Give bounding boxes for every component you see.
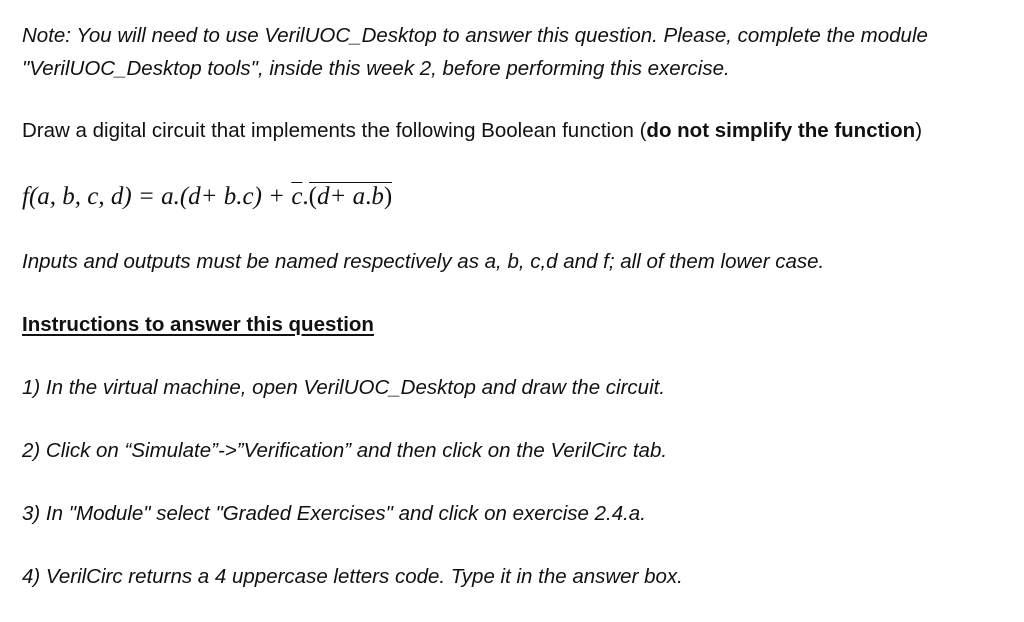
instruction-step-4: 4) VerilCirc returns a 4 uppercase letters code. Type it in the answer box.: [22, 565, 683, 588]
note-line-2: "VerilUOC_Desktop tools", inside this week 2, before performing this exercise.: [22, 57, 730, 80]
formula-inner-d: d+: [317, 183, 353, 210]
note-line-1: Note: You will need to use VerilUOC_Desktop to answer this question. Please, complete the module: [22, 24, 928, 47]
instructions-heading: Instructions to answer this question: [22, 313, 374, 336]
formula-dot: .: [302, 183, 309, 210]
task-statement: [22, 121, 922, 142]
formula-lhs: f(a, b, c, d) =: [22, 183, 162, 210]
formula-not-b: $\overline{b}$: [371, 183, 384, 210]
formula-not-c: $\overline{c}$: [291, 183, 303, 210]
task-prefix: Draw a digital circuit that implements the following Boolean function (: [22, 119, 647, 142]
question-page: [22, 0, 1002, 622]
formula-inner-dot: .: [365, 183, 372, 210]
instruction-step-1: 1) In the virtual machine, open VerilUOC_Desktop and draw the circuit.: [22, 376, 666, 399]
boolean-formula: [22, 182, 392, 209]
formula-not-a: $\overline{a}$: [352, 183, 366, 210]
formula-paren-close: ): [383, 183, 393, 210]
instruction-step-2: 2) Click on “Simulate”->”Verification” and then click on the VerilCirc tab.: [22, 439, 668, 462]
task-suffix: ): [915, 119, 923, 142]
formula-paren-open: (: [308, 183, 317, 210]
instruction-step-3: 3) In "Module" select "Graded Exercises" and click on exercise 2.4.a.: [22, 502, 646, 525]
formula-first-term: a.(d+ b.c) +: [161, 183, 292, 210]
task-emphasis: do not simplify the function: [646, 119, 916, 142]
formula-negated-group: [309, 182, 393, 209]
inputs-outputs-note: Inputs and outputs must be named respectively as a, b, c,d and f; all of them lower case.: [22, 250, 825, 273]
